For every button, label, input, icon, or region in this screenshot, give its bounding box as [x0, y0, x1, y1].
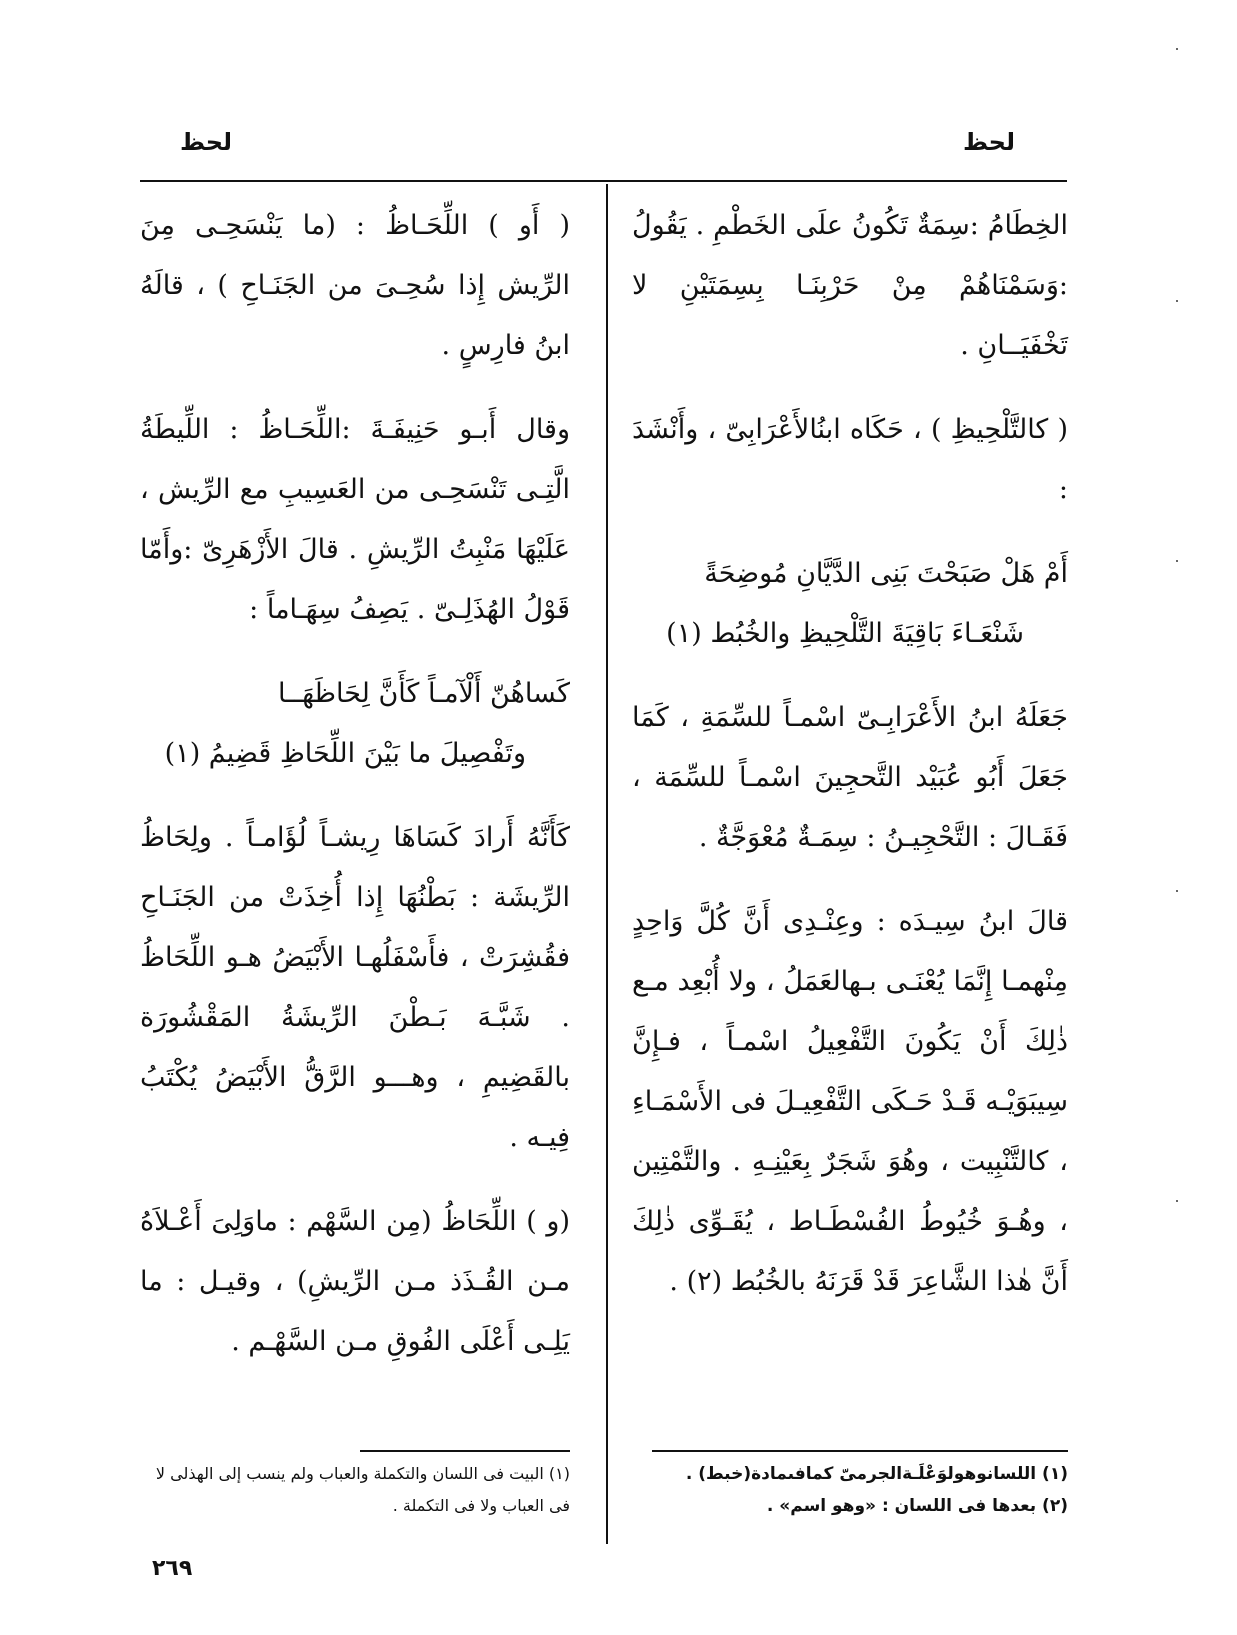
footnote: (١) البيت فى اللسان والتكملة والعباب ولم ينسب إلى الهذلى لا فى العباب ولا فى التكملة .	[155, 1464, 570, 1515]
running-head-left: لحظ	[180, 128, 233, 156]
paragraph: جَعَلَهُ ابنُ الأَعْرَابِـىّ اسْمـاً للسِّمَةِ ، كَمَا جَعَلَ أَبُو عُبَيْد التَّحجِينَ اسْمـاً للسِّمَة ، فَقَـالَ : التَّحْجِيـنُ : سِمَـةٌ مُعْوَجَّةٌ .	[632, 702, 1068, 853]
footnotes-right	[632, 1458, 1068, 1522]
scan-mark	[1176, 560, 1178, 562]
verse-line: وتَفْصِيلَ ما بَيْنَ اللِّحَاظِ قَضِيمُ (١)	[164, 738, 526, 769]
column-divider	[606, 184, 608, 1544]
header-rule	[140, 180, 1067, 182]
paragraph: الخِطَامُ :سِمَةٌ تَكُونُ علَى الخَطْمِ . يَقُولُ :وَسَمْنَاهُمْ مِنْ حَرْبِنَـا بِسِمَتَيْنِ لا تَخْفَيَــانِ .	[632, 210, 1068, 361]
page-number: ٢٦٩	[152, 1556, 193, 1581]
paragraph: كَأَنَّهُ أَرادَ كَسَاهَا رِيشـاً لُؤَامـاً . ولِحَاظُ الرِّيشَة : بَطْنُهَا إِذا أُخِذَتْ من الجَنَـاحِ فقُشِرَتْ ، فأَسْفَلُهـا الأَبْيَضُ هـو اللِّحَاظُ . شَبَّـهَ بَـطْنَ الرِّيشَةُ المَقْشُورَة بالقَضِيمِ ، وهـــو الرَّقُّ الأَبْيَضُ يُكْتَبُ فِيـه .	[140, 822, 570, 1153]
verse-line: كَساهُنّ أَلْآمـاً كَأَنَّ لِحَاظَهَــا	[278, 678, 570, 709]
paragraph: وقال أَبـو حَنِيفَـةَ :اللِّحَـاظُ : اللِّيطَةُ الَّتِـى تَنْسَحِـى من العَسِيبِ مع الرِّيش ، عَلَيْهَا مَنْبِتُ الرِّيشِ . قالَ الأَزْهَرِىّ :وأَمّا قَوْلُ الهُذَلِـىّ . يَصِفُ سِهَـاماً :	[140, 414, 570, 625]
scan-mark	[1176, 300, 1178, 302]
paragraph: ( أَو ) اللِّحَـاظُ : (ما يَنْسَحِـى مِنَ الرِّيش إِذا سُحِـىَ من الجَنَـاحِ ) ، قالَهُ ابنُ فارِسٍ .	[140, 210, 570, 361]
scan-mark	[1176, 1200, 1178, 1202]
running-head-right: لحظ	[962, 128, 1015, 156]
verse-line: أَمْ هَلْ صَبَحْتَ بَنِى الدَّيَّانِ مُوضِحَةً	[704, 558, 1068, 589]
footnote: (١) اللسانوهولوَعْلَـةالجرمىّ كمافىمادة(خبط) .	[685, 1464, 1068, 1484]
footnote-rule-left	[360, 1450, 570, 1452]
paragraph: (و ) اللِّحَاظُ (مِن السَّهْم : ماوَلِىَ أَعْـلاَهُ مـن القُـذَذ مـن الرِّيشِ) ، وقيـل : ما يَلِـى أَعْلَى الفُوقِ مـن السَّهْـم .	[140, 1206, 570, 1357]
verse-line: شَنْعَـاءَ بَاقِيَةَ التَّلْحِيظِ والخُبُط (١)	[666, 618, 1024, 649]
paragraph: قالَ ابنُ سِيـدَه : وعِنْـدِى أَنَّ كُلَّ وَاحِدٍ مِنْهمـا إِنَّمَا يُعْنَـى بـهالعَمَلُ ، ولا أُبْعِد مـع ذٰلِكَ أَنْ يَكُونَ التَّفْعِيلُ اسْمـاً ، فـإِنَّ سِيبَوَيْـه قَـدْ حَـكَى التَّفْعِيـلَ فى الأَسْمَـاءِ ، كالتَّنْبِيت ، وهُوَ شَجَرٌ بِعَيْنِـهِ . والتَّمْتِين ، وهُـوَ خُيُوطُ الفُسْطَـاط ، يُقَـوِّى ذٰلِكَ أَنَّ هٰذا الشَّاعِرَ قَدْ قَرَنَهُ بالخُبُط (٢) .	[632, 906, 1068, 1297]
scan-mark	[1176, 48, 1178, 50]
footnotes-left	[140, 1458, 570, 1522]
footnote: (٢) بعدها فى اللسان : «وهو اسم» .	[766, 1496, 1068, 1516]
left-column	[140, 196, 570, 1396]
paragraph: ( كالتَّلْحِيظِ ) ، حَكَاه ابنُالأَعْرَابِىّ ، وأَنْشَدَ :	[632, 414, 1068, 505]
right-column	[632, 196, 1068, 1336]
footnote-rule-right	[652, 1450, 1068, 1452]
scan-mark	[1176, 890, 1178, 892]
